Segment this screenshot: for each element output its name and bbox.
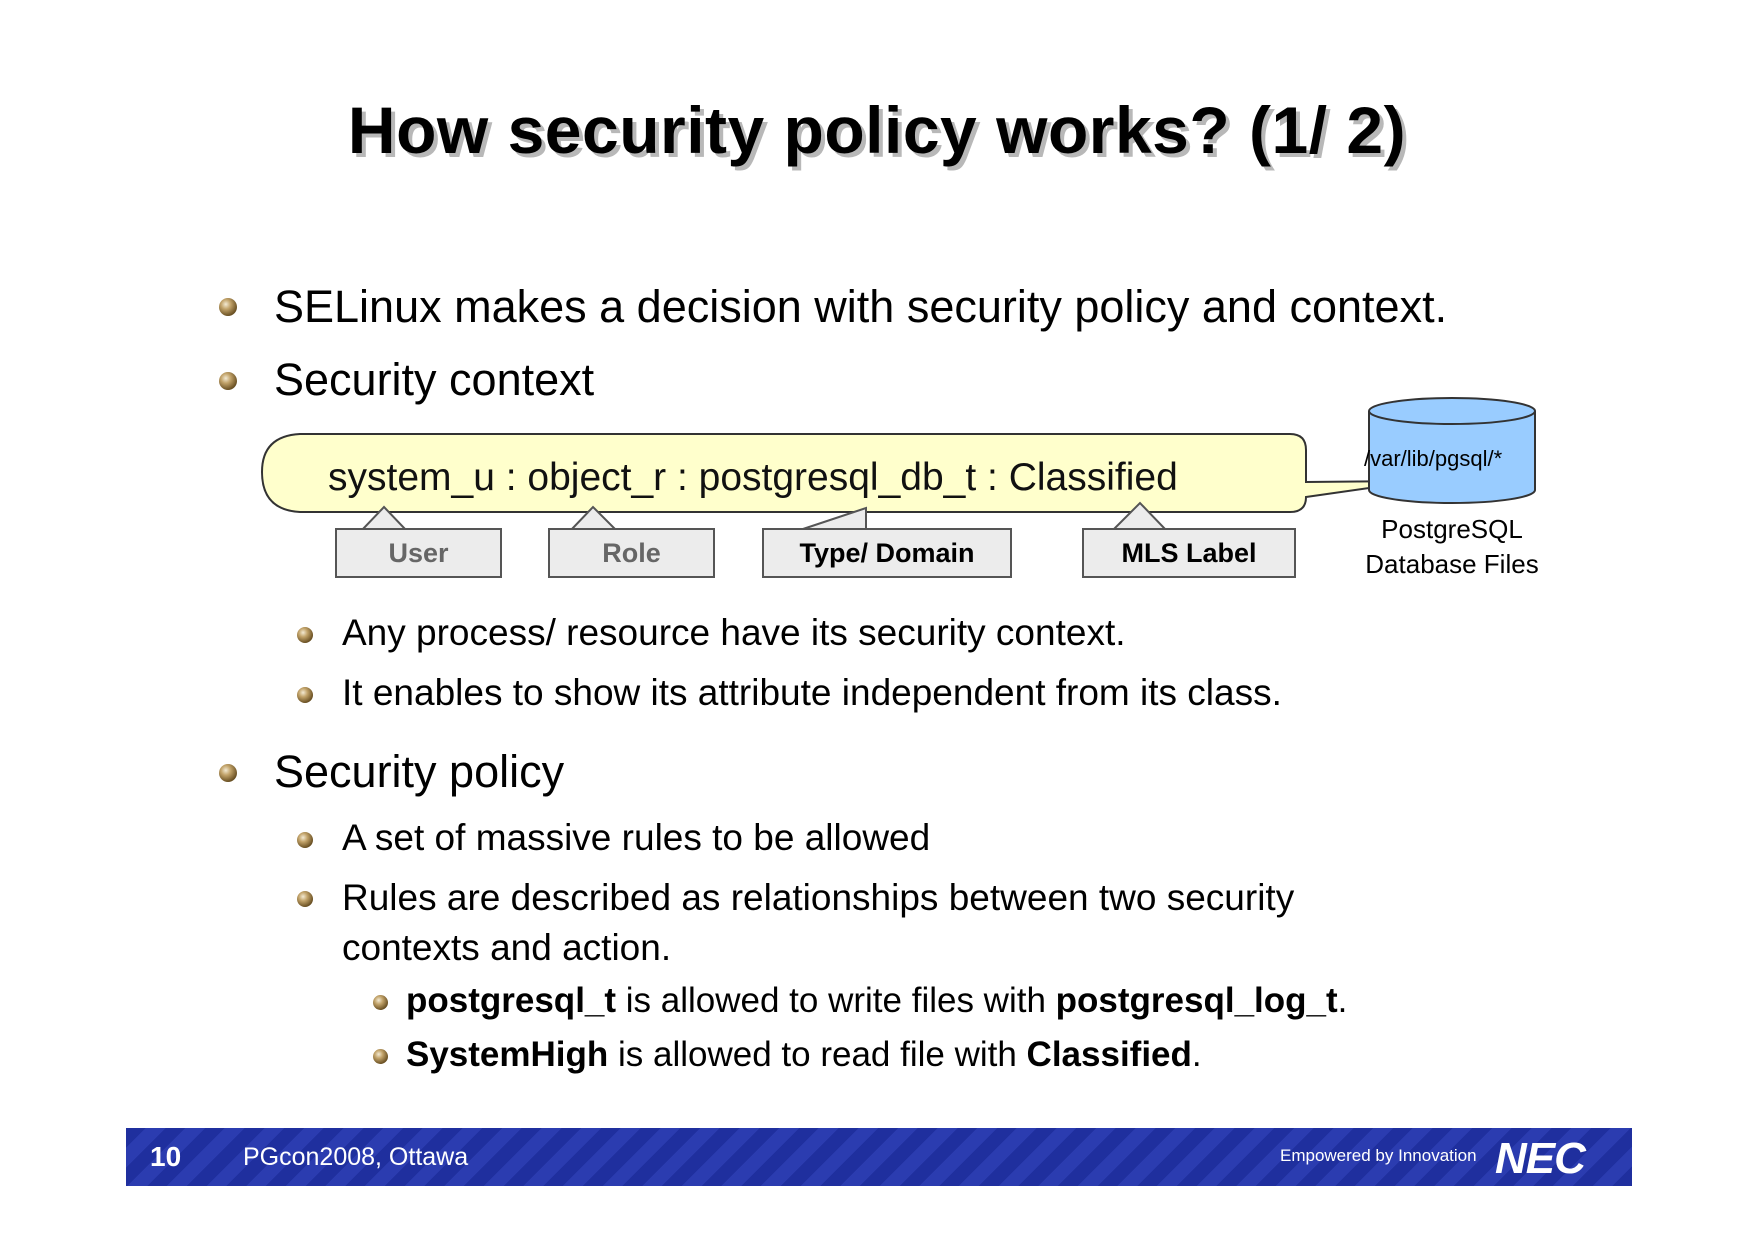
page-number: 10 — [150, 1141, 182, 1172]
type-domain-label: Type/ Domain — [762, 528, 1012, 578]
bullet-icon — [373, 995, 388, 1010]
bullet-process-resource: Any process/ resource have its security context. — [342, 612, 1126, 653]
bullet-icon — [297, 832, 313, 848]
rule-action: is allowed to read file with — [608, 1035, 1027, 1074]
bullet-icon — [297, 627, 313, 643]
bullet-security-context: Security context — [274, 354, 595, 405]
mls-label: MLS Label — [1082, 528, 1296, 578]
footer-event: PGcon2008, Ottawa — [243, 1143, 469, 1171]
bullet-massive-rules: A set of massive rules to be allowed — [342, 817, 931, 858]
bullet-icon — [373, 1049, 388, 1064]
slide-title: How security policy works? (1/ 2) — [347, 93, 1407, 167]
database-caption-line2: Database Files — [1365, 549, 1539, 579]
bullet-icon — [297, 891, 313, 907]
rule-object: postgresql_log_t — [1055, 981, 1338, 1020]
bullet-rules-relationships-line2: contexts and action. — [342, 927, 672, 968]
user-label: User — [335, 528, 502, 578]
bullet-attribute-independent: It enables to show its attribute independent from its class. — [342, 672, 1282, 713]
database-path: /var/lib/pgsql/* — [1364, 446, 1503, 471]
rule-systemhigh-read — [406, 1035, 1202, 1075]
rule-action: is allowed to write files with — [616, 981, 1056, 1020]
database-caption-line1: PostgreSQL — [1381, 514, 1523, 544]
bullet-rules-relationships-line1: Rules are described as relationships between two security — [342, 877, 1295, 918]
role-label: Role — [548, 528, 715, 578]
rule-postgresql-write — [406, 981, 1347, 1021]
rule-end: . — [1191, 1035, 1202, 1074]
rule-subject: postgresql_t — [406, 981, 617, 1020]
footer-tagline: Empowered by Innovation — [1280, 1146, 1477, 1165]
bullet-icon — [297, 687, 313, 703]
security-context-string: system_u : object_r : postgresql_db_t : Classified — [328, 456, 1178, 499]
rule-end: . — [1337, 981, 1348, 1020]
rule-subject: SystemHigh — [406, 1035, 609, 1074]
bullet-selinux-decision: SELinux makes a decision with security policy and context. — [274, 281, 1448, 332]
rule-object: Classified — [1026, 1035, 1192, 1074]
bullet-icon — [219, 764, 237, 782]
nec-logo: NEC — [1495, 1134, 1585, 1183]
bullet-security-policy: Security policy — [274, 746, 565, 797]
